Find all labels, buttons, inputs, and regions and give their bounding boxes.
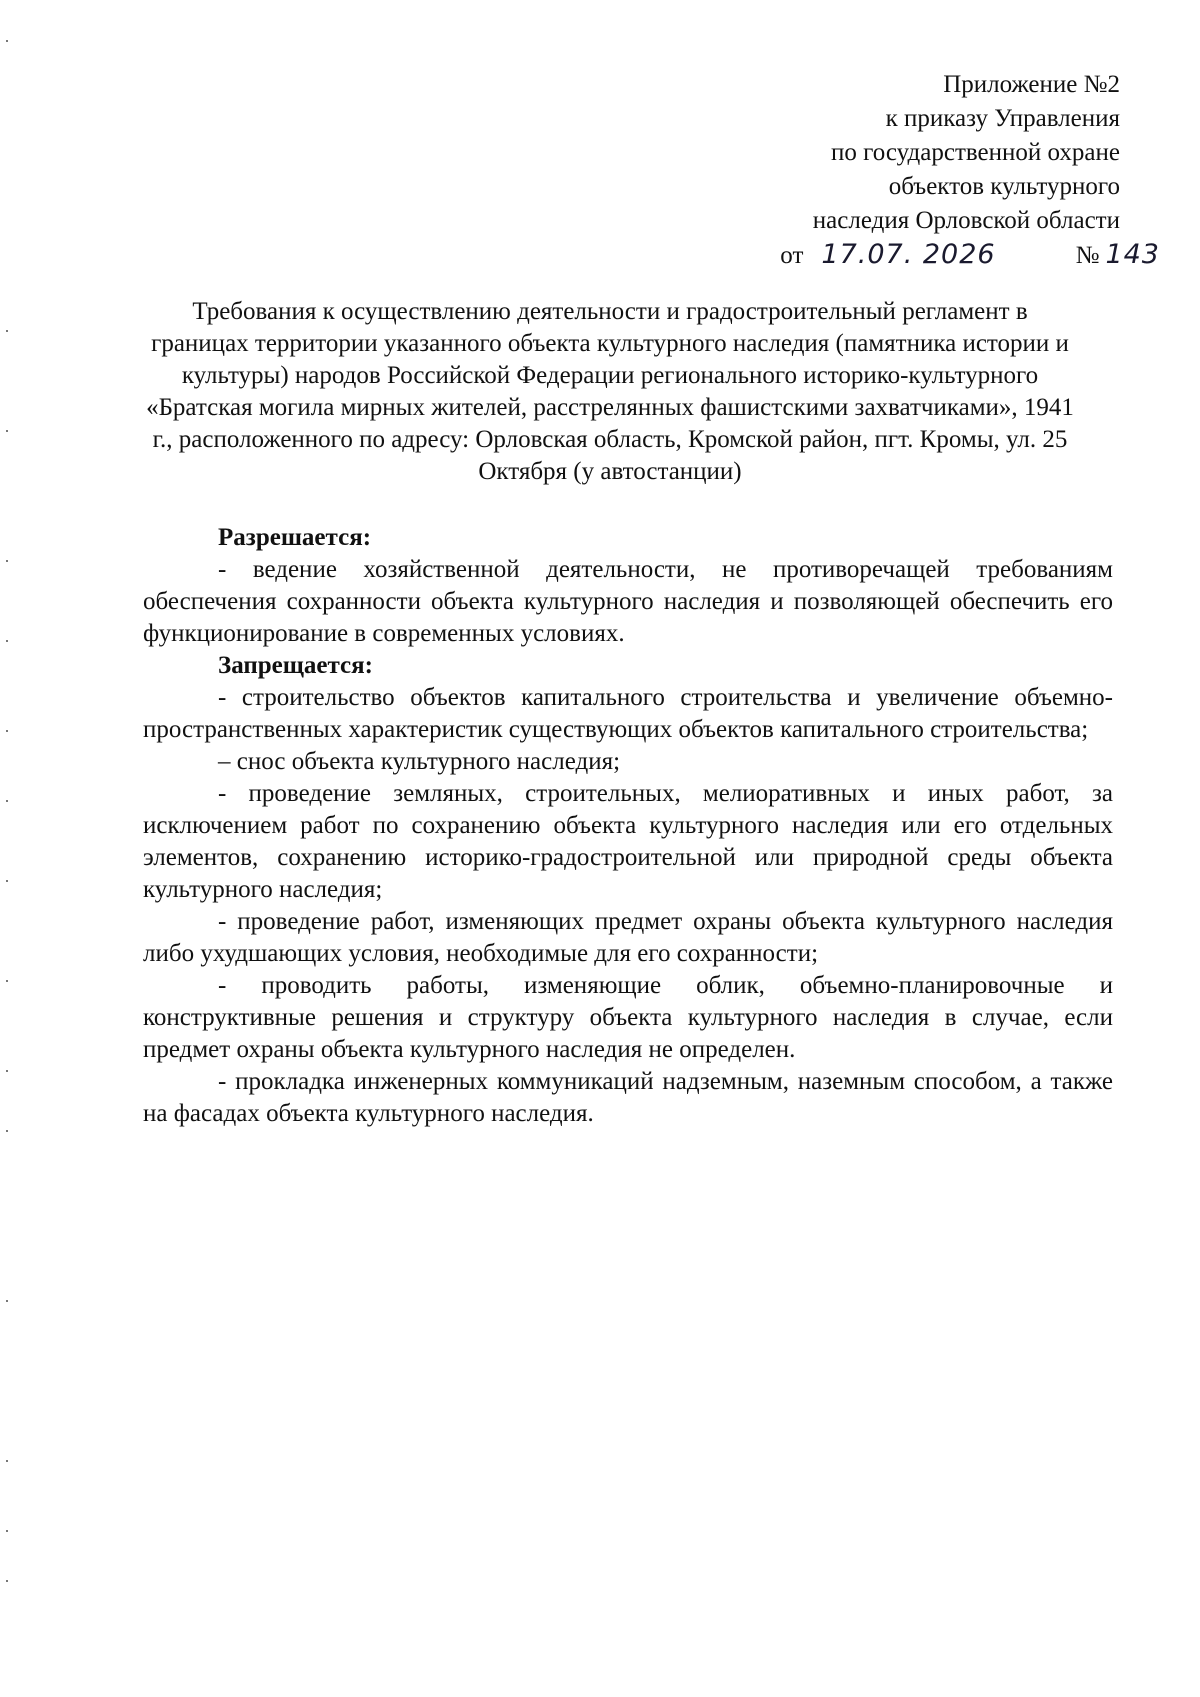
- prohibited-item: - проведение земляных, строительных, мелиоративных и иных работ, за исключением работ по сохранению объекта культурного наследия или его отдельных элементов, сохранению историко-градостроительной или природной среды объекта культурного наследия;: [143, 780, 1113, 903]
- scan-margin-marks: [0, 0, 20, 1697]
- appendix-header: [600, 68, 1160, 273]
- prohibited-item: - прокладка инженерных коммуникаций надземным, наземным способом, а также на фасадах объекта культурного наследия.: [143, 1068, 1113, 1127]
- prohibited-item: - строительство объектов капитального строительства и увеличение объемно-пространственных характеристик существующих объектов капитального строительства;: [143, 684, 1113, 743]
- header-line: наследия Орловской области: [812, 207, 1120, 234]
- header-line: к приказу Управления: [885, 105, 1120, 132]
- prohibited-item: – снос объекта культурного наследия;: [218, 748, 621, 775]
- handwritten-date: 17.07. 2026: [821, 239, 996, 270]
- allowed-heading: Разрешается:: [218, 524, 372, 551]
- prohibited-heading: Запрещается:: [218, 652, 374, 679]
- date-prefix: от: [780, 242, 804, 269]
- handwritten-number: 143: [1105, 239, 1160, 270]
- order-date-number: [600, 238, 1160, 273]
- allowed-item: - ведение хозяйственной деятельности, не противоречащей требованиям обеспечения сохранности объекта культурного наследия и позволяющей обеспечить его функционирование в современных условиях.: [143, 556, 1113, 647]
- header-line: по государственной охране: [830, 139, 1120, 166]
- header-line: Приложение №2: [943, 71, 1120, 98]
- document-body: [143, 522, 1113, 1130]
- prohibited-item: - проведение работ, изменяющих предмет охраны объекта культурного наследия либо ухудшающих условия, необходимые для его сохранности;: [143, 908, 1113, 967]
- document-title: Требования к осуществлению деятельности и градостроительный регламент в границах территории указанного объекта культурного наследия (памятника истории и культуры) народов Российской Федерации регионального историко-культурного «Братская могила мирных жителей, расстрелянных фашистскими захватчиками», 1941 г., расположенного по адресу: Орловская область, Кромской район, пгт. Кромы, ул. 25 Октября (у автостанции): [146, 298, 1074, 485]
- prohibited-item: - проводить работы, изменяющие облик, объемно-планировочные и конструктивные решения и структуру объекта культурного наследия в случае, если предмет охраны объекта культурного наследия не определен.: [143, 972, 1113, 1063]
- number-prefix: №: [1075, 242, 1100, 269]
- header-line: объектов культурного: [888, 173, 1120, 200]
